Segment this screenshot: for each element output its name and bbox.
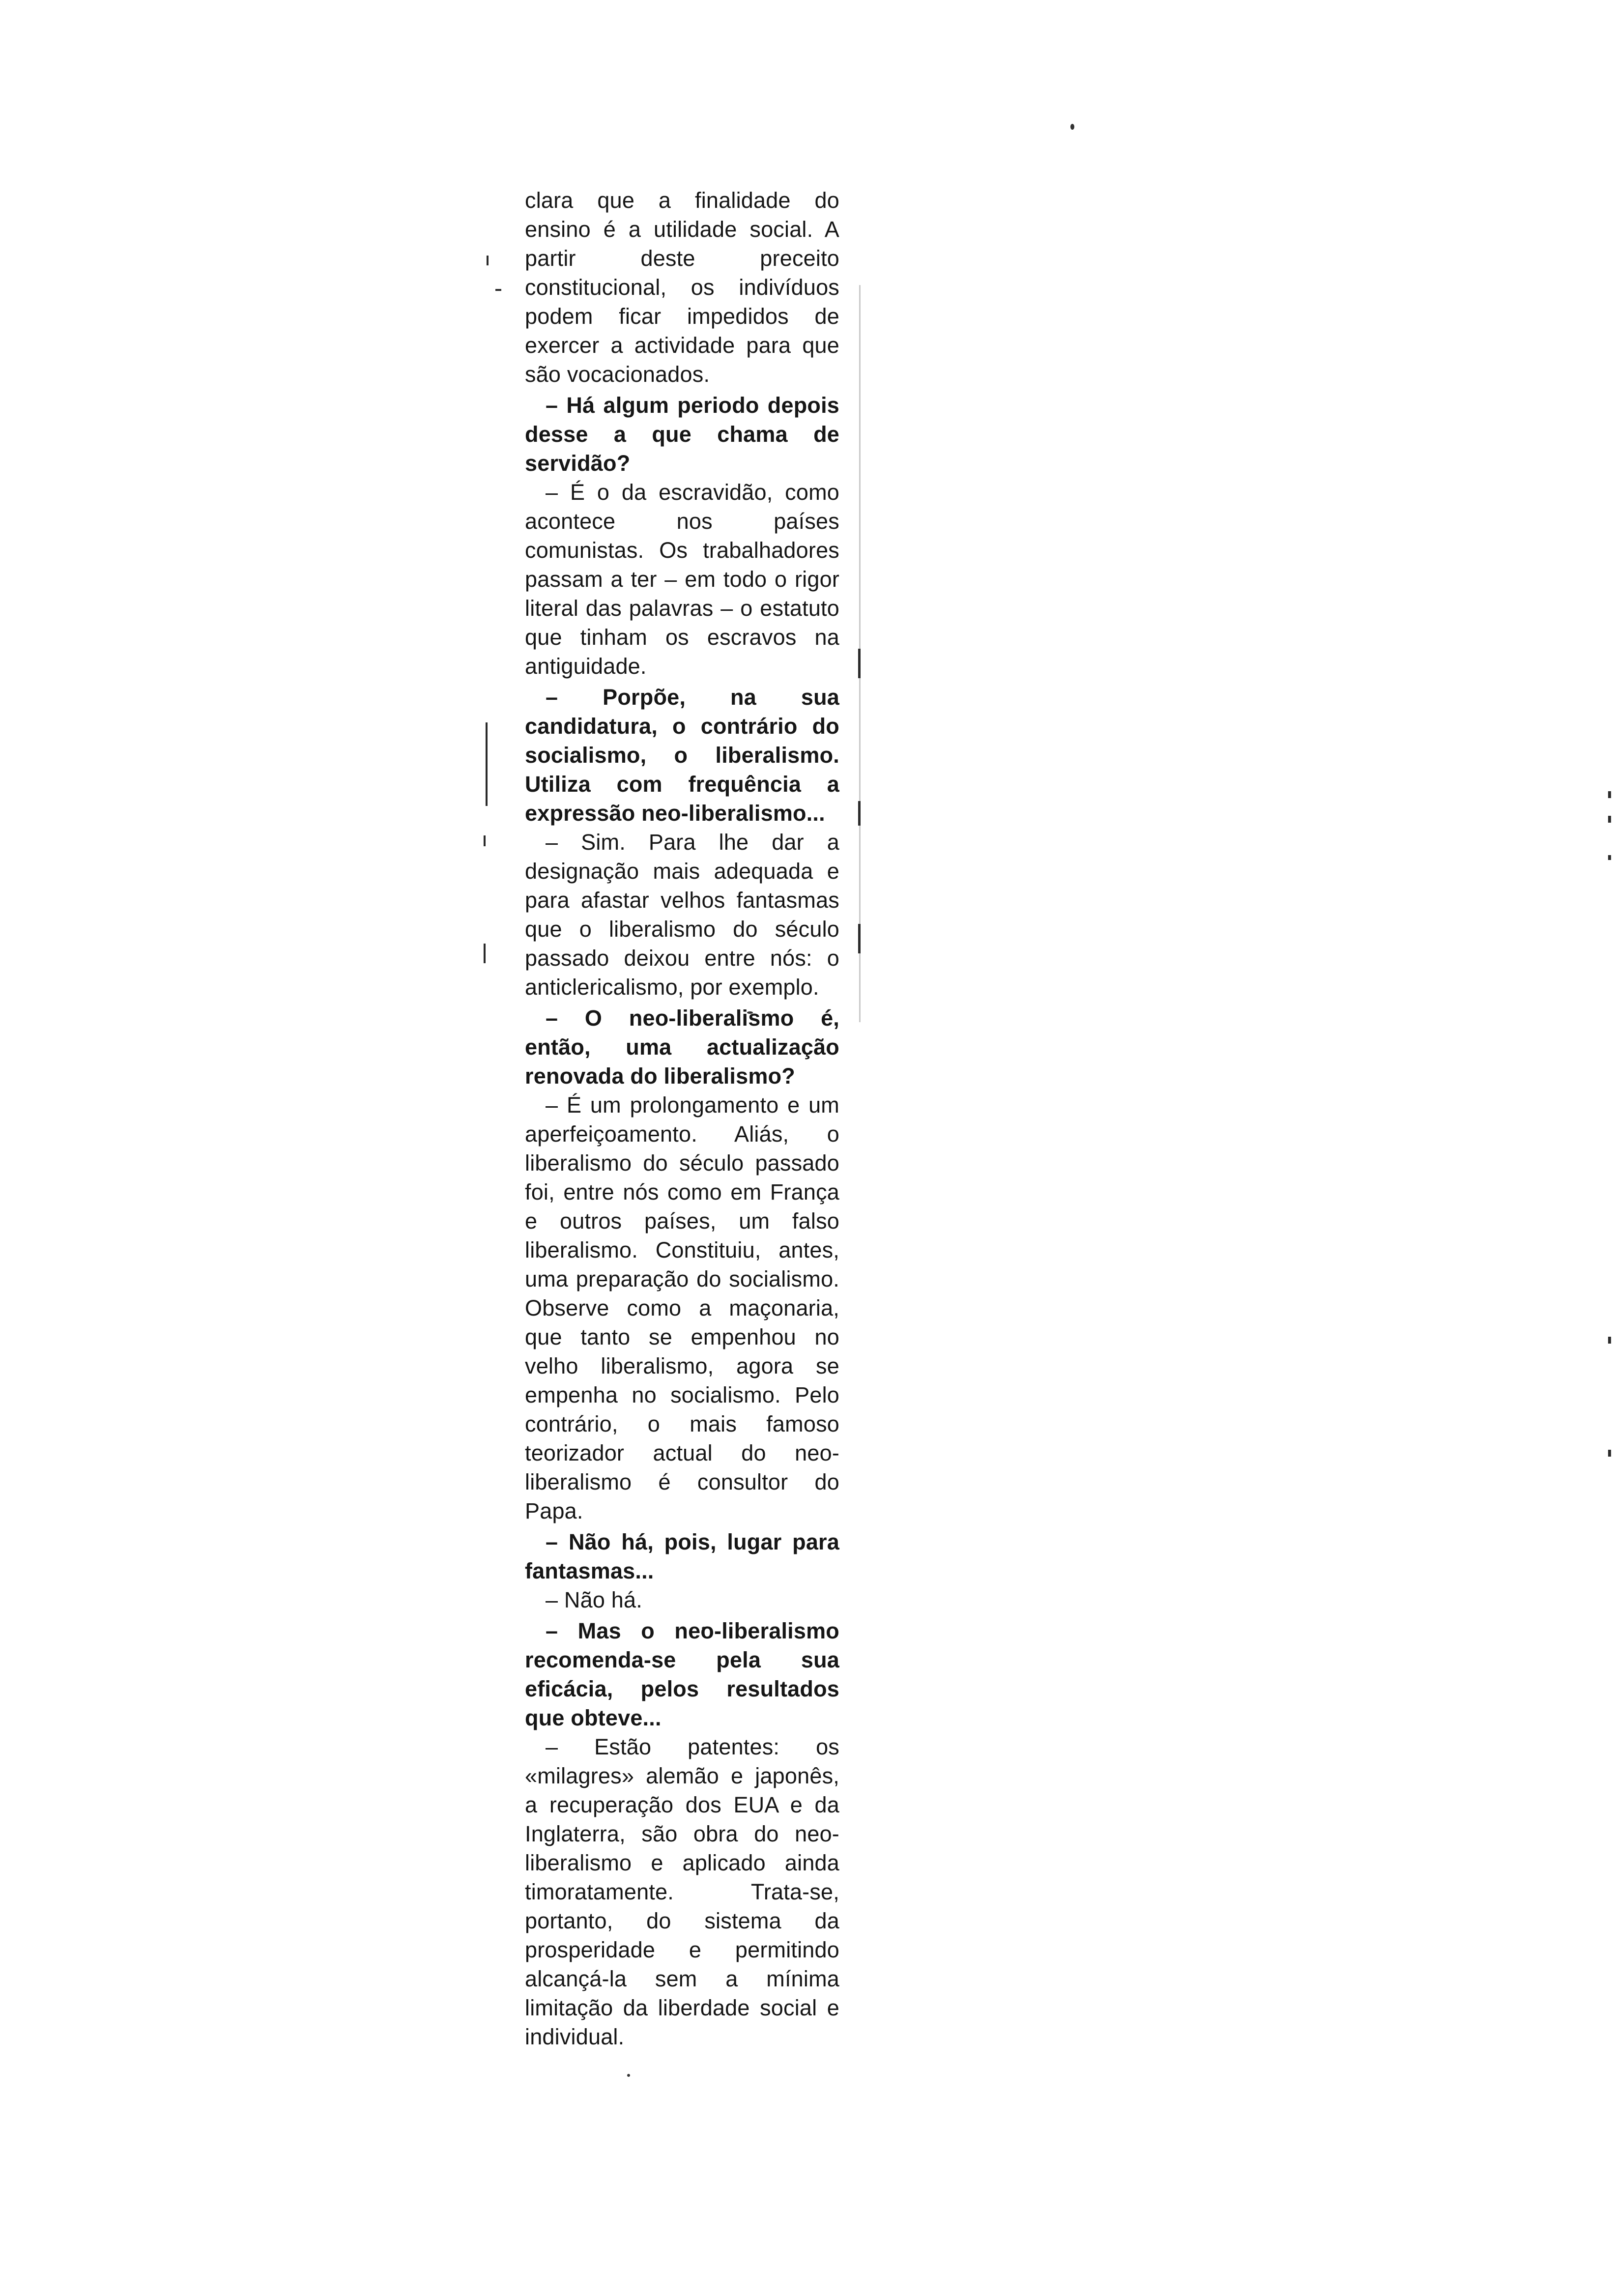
interview-question: – O neo-liberalismo é, então, uma actualização renovada do liberalismo? <box>525 1005 839 1089</box>
scan-mark <box>1608 1337 1611 1344</box>
interview-question: – Não há, pois, lugar para fantasmas... <box>525 1529 839 1583</box>
scan-mark <box>858 649 861 678</box>
answer-paragraph: – É um prolongamento e um aperfeiçoamento. Aliás, o liberalismo do século passado foi, entre nós como em França e outros países, um falso liberalismo. Constituiu, antes, uma preparação do socialismo. Observe como a maçonaria, que tanto se empenhou no velho liberalismo, agora se empenha no socialismo. Pelo contrário, o mais famoso teorizador actual do neo-liberalismo é consultor do Papa. <box>525 1092 839 1523</box>
answer-paragraph: – Estão patentes: os «milagres» alemão e japonês, a recuperação dos EUA e da Inglaterra, são obra do neo-liberalismo e aplicado ainda timoratamente. Trata-se, portanto, do sistema da prosperidade e permitindo alcançá-la sem a mínima limitação da liberdade social e individual. <box>525 1734 839 2049</box>
answer-paragraph: – Não há. <box>546 1587 642 1612</box>
scan-mark <box>486 722 488 806</box>
scan-speck <box>1070 124 1074 130</box>
scan-mark <box>1608 791 1611 798</box>
article-column <box>525 186 839 2051</box>
answer-paragraph: clara que a finalidade do ensino é a utilidade social. A partir deste preceito constitucional, os indivíduos podem ficar impedidos de exercer a actividade para que são vocacionados. <box>525 188 839 387</box>
scan-mark <box>484 835 486 846</box>
answer-paragraph: – Sim. Para lhe dar a designação mais adequada e para afastar velhos fantasmas que o liberalismo do século passado deixou entre nós: o anticlericalismo, por exemplo. <box>525 830 839 1000</box>
interview-question: – Mas o neo-liberalismo recomenda-se pela sua eficácia, pelos resultados que obteve... <box>525 1618 839 1730</box>
scan-mark <box>1608 816 1611 823</box>
scan-mark <box>1608 1450 1611 1457</box>
interview-question: – Porpõe, na sua candidatura, o contrário do socialismo, o liberalismo. Utiliza com frequência a expressão neo-liberalismo... <box>525 685 839 826</box>
scan-mark <box>858 924 861 953</box>
scan-mark <box>487 256 489 265</box>
scan-mark <box>495 289 501 291</box>
scan-speck <box>627 2074 630 2077</box>
interview-question: – Há algum periodo depois desse a que chama de servidão? <box>525 393 839 476</box>
answer-paragraph: – É o da escravidão, como acontece nos países comunistas. Os trabalhadores passam a ter – em todo o rigor literal das palavras – o estatuto que tinham os escravos na antiguidade. <box>525 480 839 679</box>
scan-mark <box>1608 855 1611 860</box>
scan-mark <box>484 944 486 963</box>
scan-mark <box>858 801 861 826</box>
